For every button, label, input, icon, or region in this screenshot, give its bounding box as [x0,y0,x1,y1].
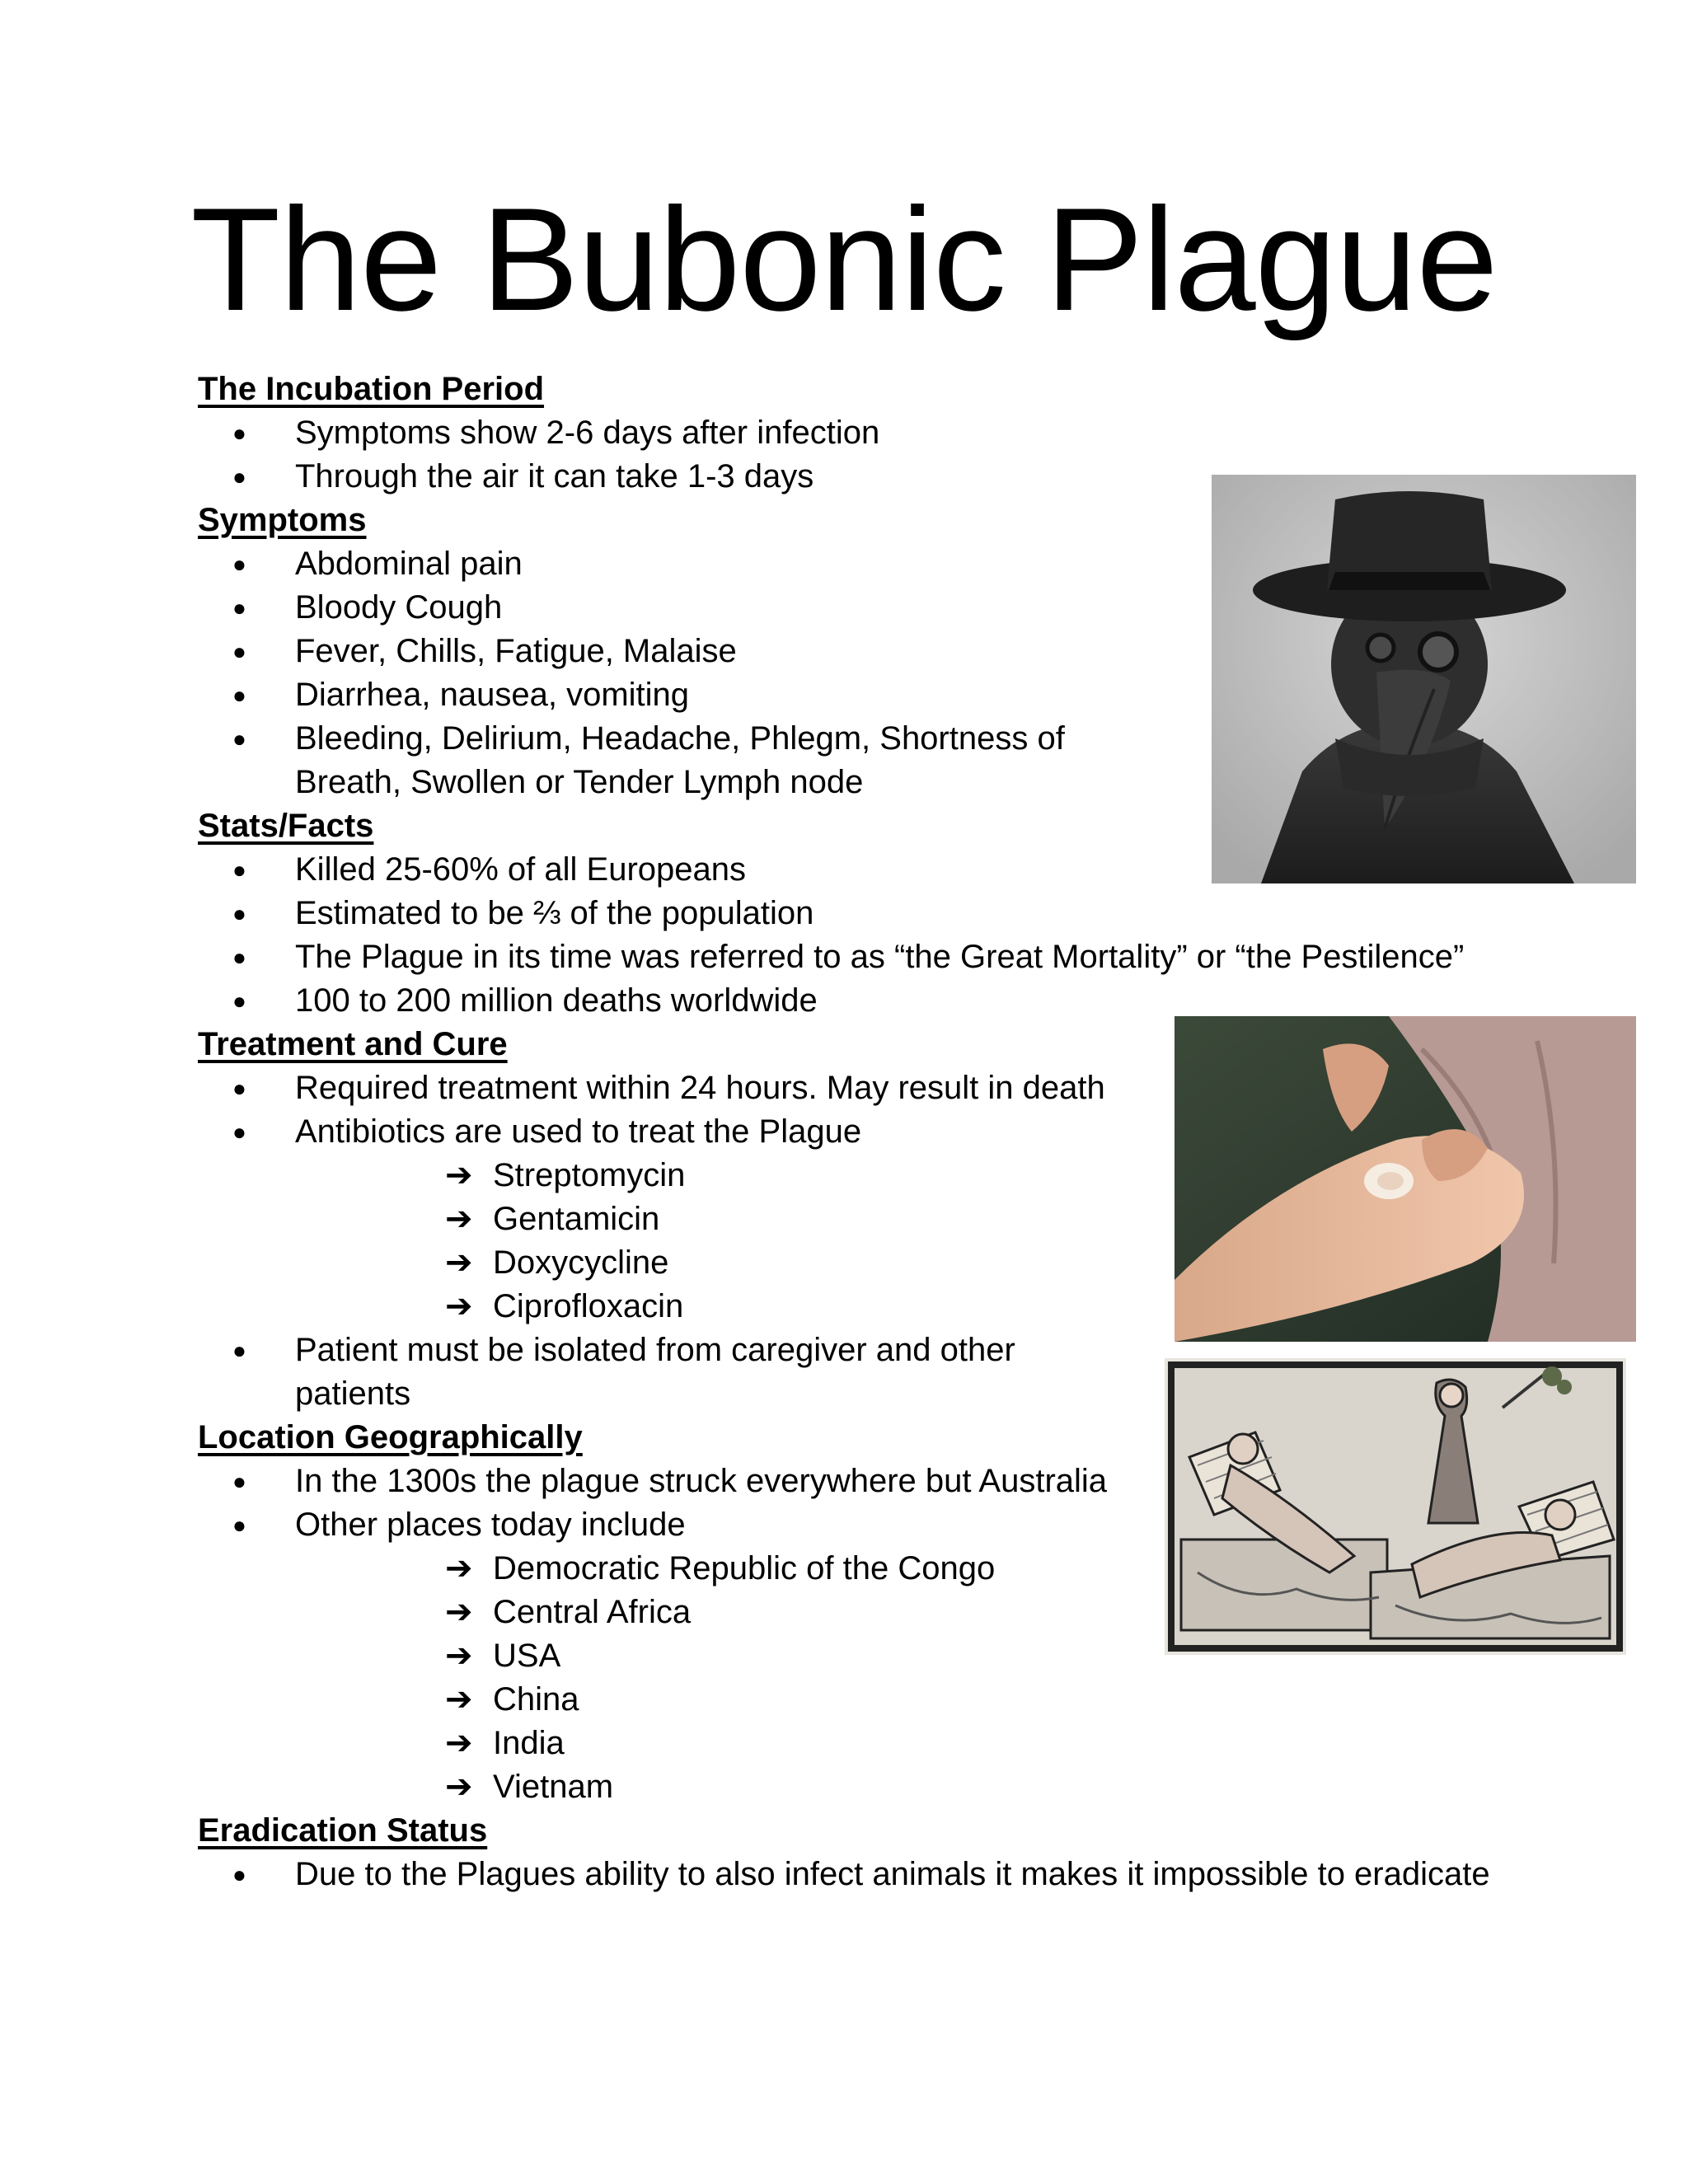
arrow-right-icon: ➔ [445,1594,473,1630]
arrow-right-icon: ➔ [445,1681,473,1718]
bubo-on-leg-photo [1175,1016,1636,1342]
section-heading-incubation: The Incubation Period [198,371,545,407]
antibiotic-label: Streptomycin [493,1157,686,1193]
arrow-right-icon: ➔ [445,1769,473,1805]
list-item: ● Due to the Plagues ability to also infect animals it makes it impossible to eradicate [198,1853,1531,1896]
list-item: ● The Plague in its time was referred to as “the Great Mortality” or “the Pestilence” [198,935,1517,979]
country-label: China [493,1681,579,1718]
list-item: ● Bloody Cough [198,586,1517,630]
arrow-right-icon: ➔ [445,1725,473,1761]
country-label: Vietnam [493,1769,614,1805]
list-item: ● In the 1300s the plague struck everywhere but Australia [198,1460,1517,1503]
list-item: ● Antibiotics are used to treat the Plague [198,1110,1517,1154]
arrow-right-icon: ➔ [445,1638,473,1674]
list-item: ● Killed 25-60% of all Europeans [198,848,1517,892]
country-label: Democratic Republic of the Congo [493,1550,996,1586]
antibiotic-label: Ciprofloxacin [493,1288,684,1324]
list-item: ● Bleeding, Delirium, Headache, Phlegm, Shortness of Breath, Swollen or Tender Lymph node [198,717,1119,804]
arrow-right-icon: ➔ [445,1244,473,1281]
page-title: The Bubonic Plague [190,177,1498,341]
country-item [198,1722,1517,1765]
section-heading-eradication: Eradication Status [198,1812,488,1849]
arrow-right-icon: ➔ [445,1157,473,1193]
list-item: ● Required treatment within 24 hours. May result in death [198,1066,1517,1110]
antibiotic-label: Doxycycline [493,1244,669,1281]
antibiotic-label: Gentamicin [493,1201,660,1237]
medieval-plague-victims-illustration [1165,1358,1626,1655]
country-label: Central Africa [493,1594,692,1630]
country-item [198,1765,1517,1809]
country-item [198,1678,1517,1722]
list-item: ● Fever, Chills, Fatigue, Malaise [198,630,1517,673]
list-item: ● Other places today include [198,1503,1517,1547]
section-heading-treatment: Treatment and Cure [198,1026,508,1062]
eradication-list [198,1853,1517,1896]
list-item: ● Abdominal pain [198,542,1517,586]
list-item: ● Through the air it can take 1-3 days [198,455,1517,499]
country-label: USA [493,1638,561,1674]
list-item: ● Estimated to be ⅔ of the population [198,892,1517,935]
section-heading-location: Location Geographically [198,1419,583,1455]
section-heading-symptoms: Symptoms [198,502,367,538]
section-heading-stats: Stats/Facts [198,808,374,844]
plague-doctor-photo [1212,475,1636,883]
list-item: ● Patient must be isolated from caregiver and other patients [198,1329,1119,1416]
list-item: ● Symptoms show 2-6 days after infection [198,411,1517,455]
country-label: India [493,1725,565,1761]
arrow-right-icon: ➔ [445,1288,473,1324]
arrow-right-icon: ➔ [445,1550,473,1586]
list-item: ● 100 to 200 million deaths worldwide [198,979,1517,1023]
list-item: ● Diarrhea, nausea, vomiting [198,673,1517,717]
arrow-right-icon: ➔ [445,1201,473,1237]
